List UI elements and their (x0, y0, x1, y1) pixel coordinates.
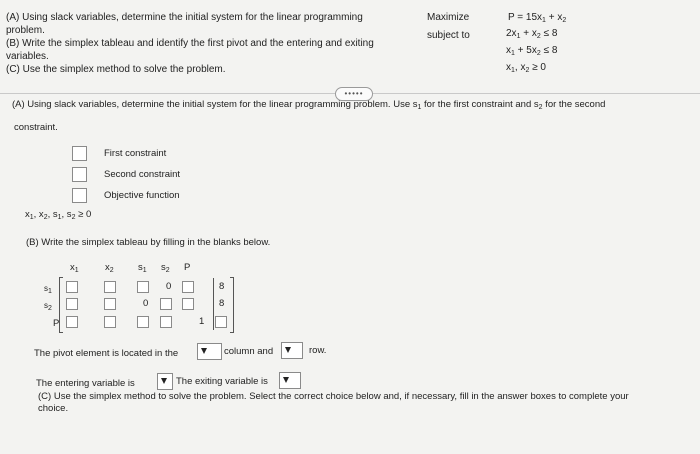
nn-sub3: 1 (57, 214, 62, 221)
part-a-question-cont: constraint. (14, 122, 58, 133)
entering-variable-select[interactable] (157, 373, 173, 390)
nn-s1: , s (47, 209, 58, 220)
constraint-2 (506, 44, 557, 60)
cell-r2-x1[interactable] (66, 298, 78, 310)
cell-r1-x1[interactable] (66, 281, 78, 293)
cell-r2-s2[interactable] (160, 298, 172, 310)
second-constraint-input[interactable] (72, 167, 87, 182)
c2-sub2: 2 (536, 50, 541, 57)
intro-line-c: (C) Use the simplex method to solve the problem. (6, 64, 226, 75)
c3-b: , x (514, 62, 526, 73)
objective-function-label: Objective function (104, 190, 180, 201)
pivot-text-b: column and (224, 346, 274, 357)
exiting-text: The exiting variable is (176, 376, 268, 387)
header-x2-sub: 2 (109, 267, 114, 274)
chevron-down-icon (285, 347, 291, 353)
header-p: P (184, 262, 191, 273)
cell-r2-rhs-value: 8 (219, 298, 225, 309)
pivot-row-select[interactable] (281, 342, 303, 359)
exiting-variable-select[interactable] (279, 372, 301, 389)
tableau-left-bracket (59, 277, 63, 333)
row-s2-text: s (44, 301, 48, 310)
cell-r3-x1[interactable] (66, 316, 78, 328)
second-constraint-label: Second constraint (104, 169, 181, 180)
entering-text: The entering variable is (36, 378, 135, 389)
subject-to-label: subject to (427, 30, 470, 41)
part-a-text-1: (A) Using slack variables, determine the initial system for the linear programming problem. Use s (12, 99, 418, 110)
pivot-text-c: row. (309, 345, 327, 356)
cell-r2-p[interactable] (182, 298, 194, 310)
pivot-text-a: The pivot element is located in the (34, 348, 179, 359)
c3-sub1: 1 (511, 67, 515, 74)
chevron-down-icon (161, 378, 167, 384)
problem-intro (6, 11, 416, 76)
part-c-question (38, 391, 678, 415)
header-x1 (70, 262, 79, 277)
constraint-nonneg (506, 61, 546, 77)
intro-line-b-cont: variables. (6, 51, 49, 62)
intro-line-a: (A) Using slack variables, determine the initial system for the linear programming (6, 12, 363, 23)
cell-r3-x2[interactable] (104, 316, 116, 328)
cell-r1-s2-value: 0 (166, 281, 172, 292)
cell-r3-p-value: 1 (199, 316, 205, 327)
header-x1-sub: 1 (74, 267, 79, 274)
cell-r2-s1-value: 0 (143, 298, 149, 309)
cell-r3-s1[interactable] (137, 316, 149, 328)
nn-s2: , s (61, 209, 72, 220)
header-s2 (161, 262, 170, 277)
c2-a: x (506, 45, 511, 56)
intro-line-a-cont: problem. (6, 25, 45, 36)
c3-a: x (506, 62, 511, 73)
nn-x1: x (25, 209, 30, 220)
part-c-line-1: (C) Use the simplex method to solve the problem. Select the correct choice below and, if necessary, fill in the answer boxes to complete your (38, 391, 629, 402)
objective-p: P = 15x (508, 12, 543, 23)
header-s2-text: s (161, 262, 166, 273)
chevron-down-icon (201, 348, 207, 354)
cell-r1-s1[interactable] (137, 281, 149, 293)
c3-c: ≥ 0 (529, 62, 546, 73)
header-s1 (138, 262, 147, 277)
c2-sub1: 1 (511, 50, 515, 57)
row-label-p: P (53, 318, 60, 329)
cell-r2-x2[interactable] (104, 298, 116, 310)
part-b-prompt: (B) Write the simplex tableau by filling in the blanks below. (26, 237, 271, 248)
row-s1-text: s (44, 284, 48, 293)
tableau-rhs-divider (213, 278, 214, 330)
nonnegativity-statement (25, 209, 91, 224)
first-constraint-input[interactable] (72, 146, 87, 161)
intro-line-b: (B) Write the simplex tableau and identify the first pivot and the entering and exiting (6, 38, 374, 49)
maximize-label: Maximize (427, 12, 470, 23)
part-a-text-2: for the first constraint and s (421, 99, 539, 110)
row-s1-sub: 1 (48, 288, 52, 295)
nn-sub1: 1 (29, 214, 34, 221)
part-a-text-3: for the second (542, 99, 606, 110)
cell-r1-rhs-value: 8 (219, 281, 225, 292)
c2-b: + 5x (514, 45, 537, 56)
cell-r1-p[interactable] (182, 281, 194, 293)
nn-sub2: 2 (43, 214, 48, 221)
objective-sub2: 2 (562, 17, 567, 24)
cell-r3-s2[interactable] (160, 316, 172, 328)
nn-sub4: 2 (71, 214, 76, 221)
tableau-right-bracket (230, 277, 234, 333)
part-a-sub1: 1 (417, 104, 422, 111)
header-x2-text: x (105, 262, 110, 273)
c3-sub2: 2 (525, 67, 530, 74)
pivot-column-select[interactable] (197, 343, 222, 360)
cell-r1-x2[interactable] (104, 281, 116, 293)
header-s1-sub: 1 (142, 267, 147, 274)
row-s2-sub: 2 (48, 305, 52, 312)
c1-sub2: 2 (536, 33, 541, 40)
expand-button[interactable]: ••••• (335, 87, 373, 101)
objective-sub1: 1 (542, 17, 546, 24)
objective-plus: + x (545, 12, 563, 23)
header-x2 (105, 262, 114, 277)
c1-a: 2x (506, 28, 517, 39)
cell-r3-rhs[interactable] (215, 316, 227, 328)
chevron-down-icon (283, 377, 289, 383)
header-s1-text: s (138, 262, 143, 273)
c1-c: ≤ 8 (540, 28, 558, 39)
header-s2-sub: 2 (165, 267, 170, 274)
constraint-1 (506, 27, 557, 43)
part-c-line-2: choice. (38, 403, 69, 414)
objective-expression (508, 11, 566, 27)
header-x1-text: x (70, 262, 75, 273)
part-a-question (12, 99, 692, 114)
row-label-s1 (44, 283, 52, 298)
first-constraint-label: First constraint (104, 148, 167, 159)
c1-b: + x (520, 28, 537, 39)
objective-function-input[interactable] (72, 188, 87, 203)
part-a-sub2: 2 (538, 104, 543, 111)
c2-c: ≤ 8 (540, 45, 558, 56)
row-label-s2 (44, 300, 52, 315)
nn-x2: , x (33, 209, 44, 220)
nn-end: ≥ 0 (75, 209, 92, 220)
c1-sub1: 1 (516, 33, 521, 40)
